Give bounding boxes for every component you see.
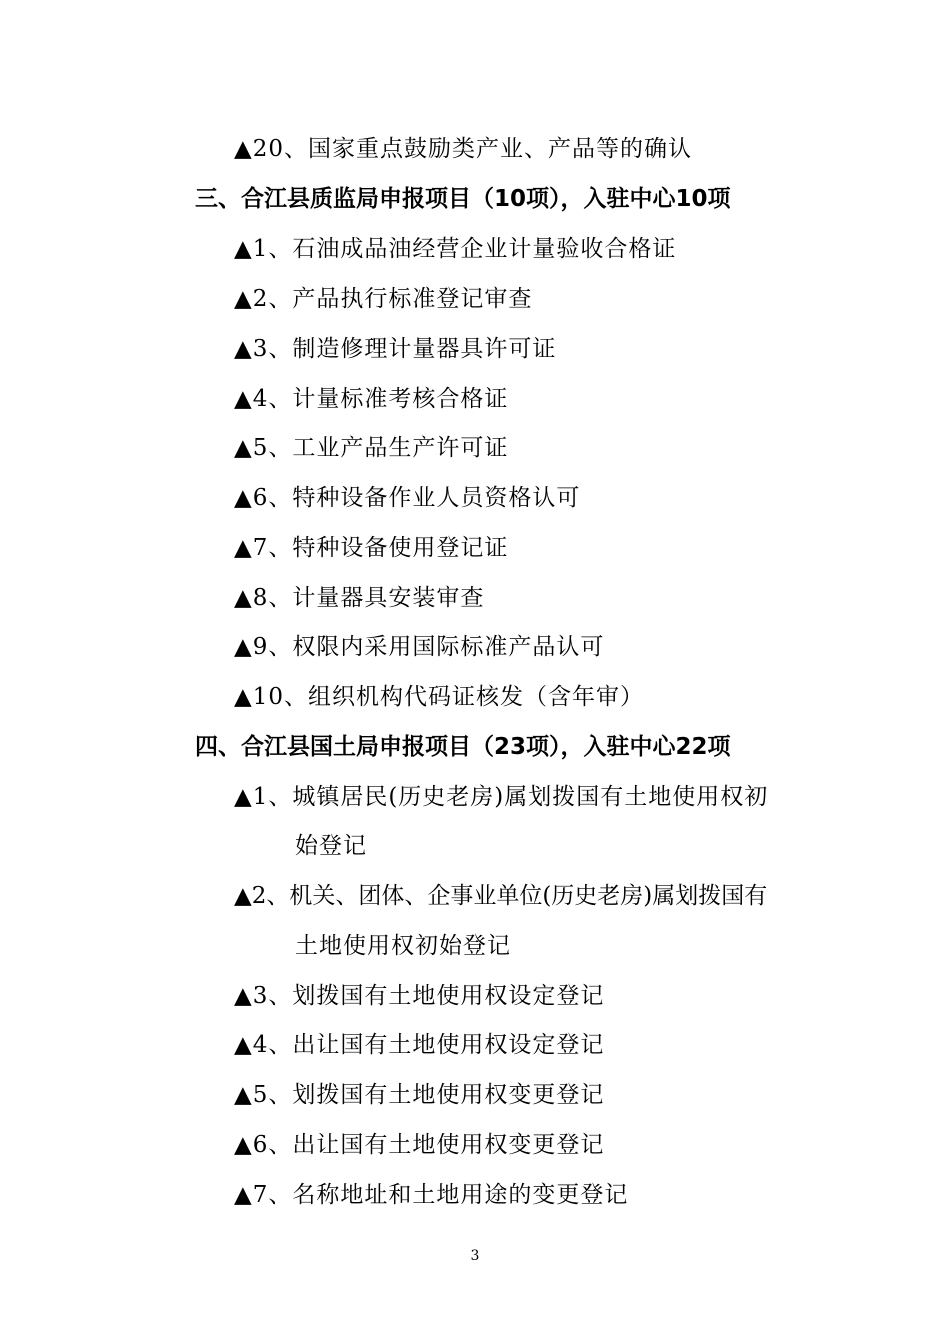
list-item: ▲10、组织机构代码证核发（含年审） — [234, 684, 644, 710]
list-item: ▲3、划拨国有土地使用权设定登记 — [234, 983, 605, 1009]
list-item: ▲4、计量标准考核合格证 — [234, 386, 509, 412]
list-item-continuation: 始登记 — [295, 833, 367, 859]
list-item: ▲9、权限内采用国际标准产品认可 — [234, 634, 605, 660]
list-item: ▲2、机关、团体、企事业单位(历史老房)属划拨国有 — [234, 883, 768, 909]
list-item: ▲8、计量器具安装审查 — [234, 585, 485, 611]
page-number: 3 — [470, 1248, 480, 1264]
list-item: ▲6、出让国有土地使用权变更登记 — [234, 1132, 605, 1158]
list-item-continuation: 土地使用权初始登记 — [295, 933, 511, 959]
section-heading-quality-bureau: 三、合江县质监局申报项目（10项），入驻中心10项 — [195, 186, 731, 212]
list-item: ▲5、工业产品生产许可证 — [234, 435, 509, 461]
list-item: ▲2、产品执行标准登记审查 — [234, 286, 533, 312]
list-item: ▲6、特种设备作业人员资格认可 — [234, 485, 581, 511]
list-item: ▲1、石油成品油经营企业计量验收合格证 — [234, 236, 677, 262]
section-heading-land-bureau: 四、合江县国土局申报项目（23项），入驻中心22项 — [195, 734, 731, 760]
list-item: ▲7、特种设备使用登记证 — [234, 535, 509, 561]
list-item: ▲1、城镇居民(历史老房)属划拨国有土地使用权初 — [234, 784, 769, 810]
list-item: ▲7、名称地址和土地用途的变更登记 — [234, 1182, 629, 1208]
list-item: ▲3、制造修理计量器具许可证 — [234, 336, 557, 362]
list-item: ▲5、划拨国有土地使用权变更登记 — [234, 1082, 605, 1108]
list-item: ▲20、国家重点鼓励类产业、产品等的确认 — [234, 136, 692, 162]
list-item: ▲4、出让国有土地使用权设定登记 — [234, 1032, 605, 1058]
